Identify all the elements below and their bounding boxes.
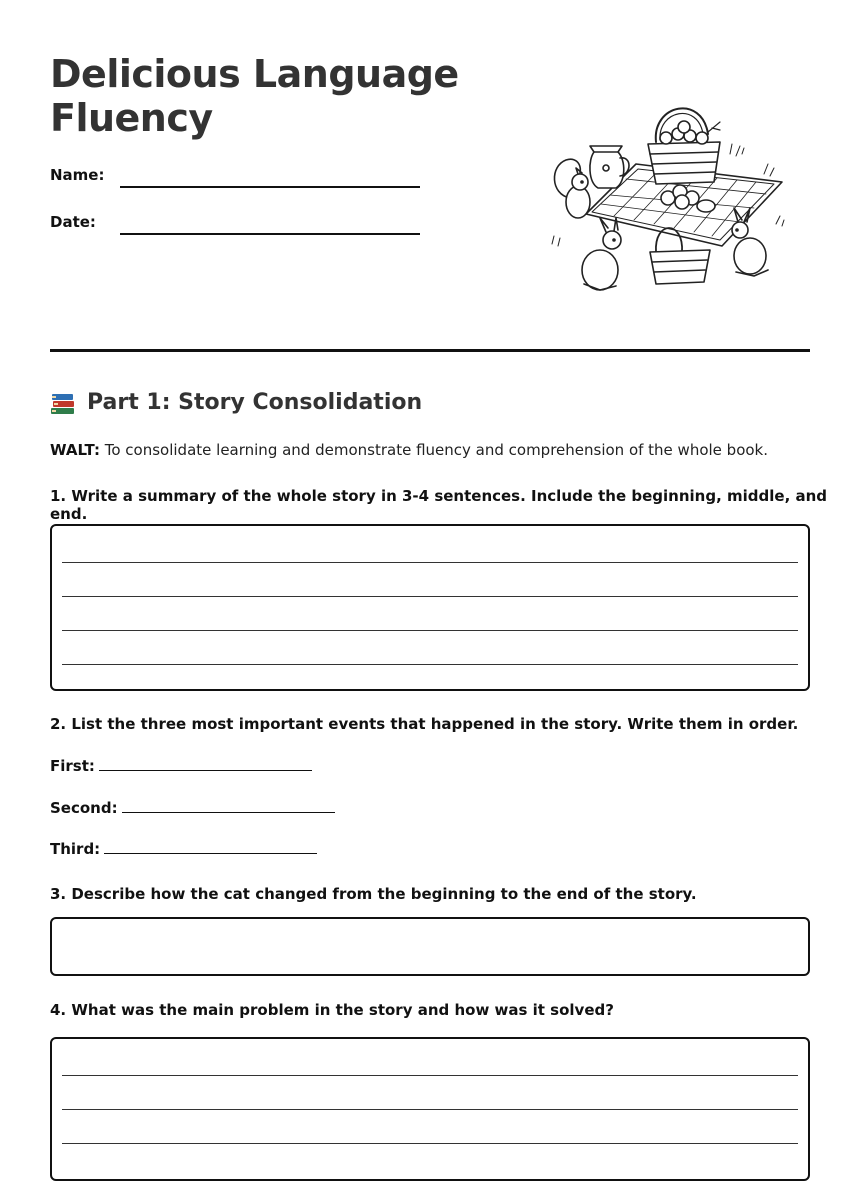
date-field[interactable] bbox=[120, 233, 420, 235]
question-4-answer-box[interactable] bbox=[50, 1037, 810, 1181]
picnic-scene-illustration bbox=[544, 94, 788, 294]
event-first-label: First: bbox=[50, 757, 95, 775]
question-3: 3. Describe how the cat changed from the beginning to the end of the story. bbox=[50, 885, 697, 903]
question-2: 2. List the three most important events that happened in the story. Write them in order. bbox=[50, 715, 799, 733]
answer-line bbox=[62, 1075, 798, 1076]
event-second-label: Second: bbox=[50, 799, 118, 817]
name-field[interactable] bbox=[120, 186, 420, 188]
question-1-answer-box[interactable] bbox=[50, 524, 810, 691]
fruit-basket-icon bbox=[648, 108, 720, 184]
title-line-2: Fluency bbox=[50, 96, 213, 140]
walt-statement bbox=[50, 441, 768, 459]
part1-heading bbox=[50, 388, 422, 416]
rabbit-right-icon bbox=[732, 208, 768, 276]
question-3-answer-box[interactable] bbox=[50, 917, 810, 976]
event-third-label: Third: bbox=[50, 840, 101, 858]
title-line-1: Delicious Language bbox=[50, 52, 459, 96]
answer-line bbox=[62, 1143, 798, 1144]
question-4: 4. What was the main problem in the story and how was it solved? bbox=[50, 1001, 614, 1019]
worksheet-title bbox=[50, 52, 459, 140]
books-icon bbox=[50, 388, 76, 416]
name-label: Name: bbox=[50, 166, 105, 184]
walt-label: WALT: bbox=[50, 441, 100, 459]
event-first bbox=[50, 756, 312, 775]
question-1: 1. Write a summary of the whole story in 3-4 sentences. Include the beginning, middle, and end. bbox=[50, 487, 828, 523]
event-second-blank[interactable] bbox=[122, 798, 335, 813]
event-first-blank[interactable] bbox=[99, 756, 312, 771]
answer-line bbox=[62, 562, 798, 563]
answer-line bbox=[62, 664, 798, 665]
event-second bbox=[50, 798, 335, 817]
section-divider bbox=[50, 349, 810, 352]
answer-line bbox=[62, 596, 798, 597]
event-third-blank[interactable] bbox=[104, 839, 317, 854]
answer-line bbox=[62, 630, 798, 631]
squirrel-icon bbox=[554, 159, 590, 218]
event-third bbox=[50, 839, 317, 858]
date-label: Date: bbox=[50, 213, 96, 231]
answer-line bbox=[62, 1109, 798, 1110]
rabbit-left-icon bbox=[582, 218, 621, 290]
walt-text: To consolidate learning and demonstrate fluency and comprehension of the whole book. bbox=[99, 441, 769, 459]
part1-heading-text: Part 1: Story Consolidation bbox=[87, 389, 423, 415]
